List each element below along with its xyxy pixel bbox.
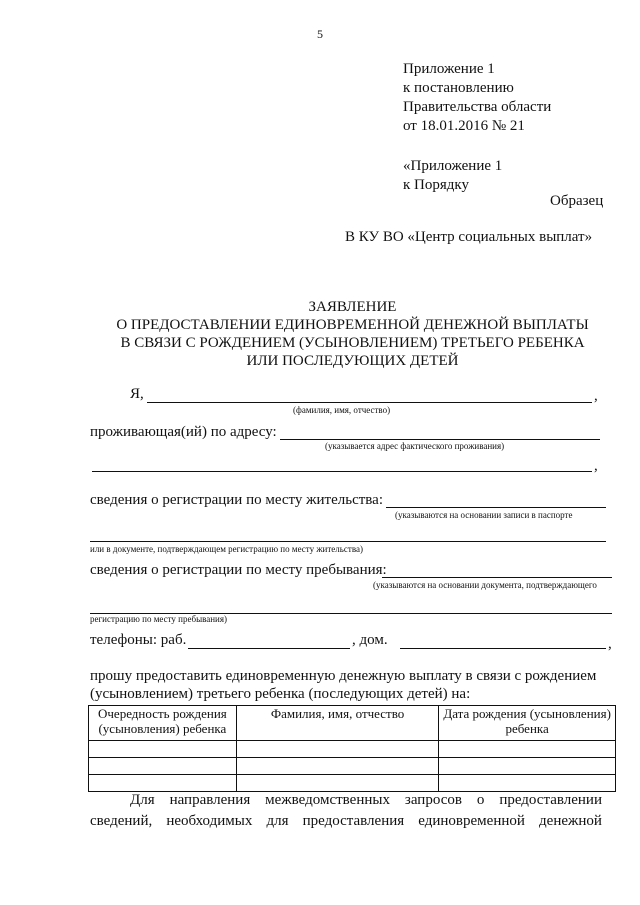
sample-label: Образец — [550, 193, 604, 209]
order-line: «Приложение 1 — [403, 158, 503, 174]
paragraph-word: денежной — [539, 813, 602, 829]
paragraph-word: запросов — [404, 792, 462, 808]
table-row — [89, 741, 616, 758]
name-hint: (фамилия, имя, отчество) — [293, 405, 391, 415]
table-cell[interactable] — [89, 775, 237, 792]
phone-home-field[interactable] — [400, 648, 606, 649]
table-header: Фамилия, имя, отчество — [236, 706, 439, 741]
title-line: В СВЯЗИ С РОЖДЕНИЕМ (УСЫНОВЛЕНИЕМ) ТРЕТЬЕГО РЕБЕНКА — [120, 335, 585, 351]
table-cell[interactable] — [439, 741, 616, 758]
table-cell[interactable] — [89, 758, 237, 775]
phone-home-label: , дом. — [352, 632, 388, 648]
paragraph-word: единовременной — [418, 813, 525, 829]
table-header-row — [89, 706, 616, 741]
children-table — [88, 705, 616, 792]
phone-work-field[interactable] — [188, 648, 350, 649]
address-hint: (указывается адрес фактического проживания) — [325, 441, 505, 451]
paragraph-word: необходимых — [166, 813, 253, 829]
address-comma: , — [594, 458, 598, 474]
paragraph-word: для — [266, 813, 289, 829]
paragraph-line — [90, 790, 602, 811]
paragraph-word: предоставлении — [499, 792, 602, 808]
paragraph-word: сведений, — [90, 813, 153, 829]
table-cell[interactable] — [439, 775, 616, 792]
phone-comma: , — [608, 636, 612, 652]
title-line: О ПРЕДОСТАВЛЕНИИ ЕДИНОВРЕМЕННОЙ ДЕНЕЖНОЙ ВЫПЛАТЫ — [116, 317, 589, 333]
table-header: Очередность рождения (усыновления) ребенка — [89, 706, 237, 741]
address-field[interactable] — [280, 439, 600, 440]
title-line: ИЛИ ПОСЛЕДУЮЩИХ ДЕТЕЙ — [246, 353, 459, 369]
table-cell[interactable] — [89, 741, 237, 758]
body-paragraph — [90, 790, 602, 832]
address-field-continued[interactable] — [92, 471, 592, 472]
table-cell[interactable] — [236, 741, 439, 758]
reg-residence-field[interactable] — [386, 507, 606, 508]
appendix-line: от 18.01.2016 № 21 — [403, 118, 525, 134]
reg-stay-label: сведения о регистрации по месту пребывания: — [90, 562, 387, 578]
phone-work-label: телефоны: раб. — [90, 632, 187, 648]
reg-residence-hint: (указываются на основании записи в паспорте — [395, 510, 573, 520]
table-row — [89, 758, 616, 775]
name-field[interactable] — [147, 402, 592, 403]
name-label: Я, — [130, 386, 144, 402]
paragraph-word: о — [476, 792, 485, 808]
address-label: проживающая(ий) по адресу: — [90, 424, 277, 440]
paragraph-word: предоставления — [302, 813, 405, 829]
appendix-line: Приложение 1 — [403, 61, 495, 77]
table-cell[interactable] — [439, 758, 616, 775]
paragraph-word: направления — [169, 792, 251, 808]
table-row — [89, 775, 616, 792]
appendix-line: Правительства области — [403, 99, 552, 115]
table-header: Дата рождения (усыновления) ребенка — [439, 706, 616, 741]
table-cell[interactable] — [236, 775, 439, 792]
table-cell[interactable] — [236, 758, 439, 775]
name-comma: , — [594, 388, 598, 404]
reg-stay-field[interactable] — [382, 577, 612, 578]
paragraph-word: Для — [130, 792, 155, 808]
appendix-reference — [403, 60, 551, 136]
addressee: В КУ ВО «Центр социальных выплат» — [345, 229, 593, 245]
paragraph-word: межведомственных — [265, 792, 390, 808]
order-reference — [403, 157, 502, 195]
order-line: к Порядку — [403, 177, 469, 193]
appendix-line: к постановлению — [403, 80, 514, 96]
title-line: ЗАЯВЛЕНИЕ — [308, 299, 397, 315]
reg-residence-field-continued[interactable] — [90, 541, 606, 542]
request-line: (усыновлением) третьего ребенка (последующих детей) на: — [90, 686, 471, 702]
request-line: прошу предоставить единовременную денежную выплату в связи с рождением — [90, 668, 597, 684]
reg-stay-hint-continued: регистрацию по месту пребывания) — [90, 614, 228, 624]
page-number: 5 — [317, 27, 323, 41]
document-title — [80, 298, 625, 370]
reg-residence-label: сведения о регистрации по месту жительства: — [90, 492, 383, 508]
paragraph-line — [90, 811, 602, 832]
reg-residence-hint-continued: или в документе, подтверждающем регистрацию по месту жительства) — [90, 544, 363, 554]
reg-stay-hint: (указываются на основании документа, подтверждающего — [373, 580, 597, 590]
